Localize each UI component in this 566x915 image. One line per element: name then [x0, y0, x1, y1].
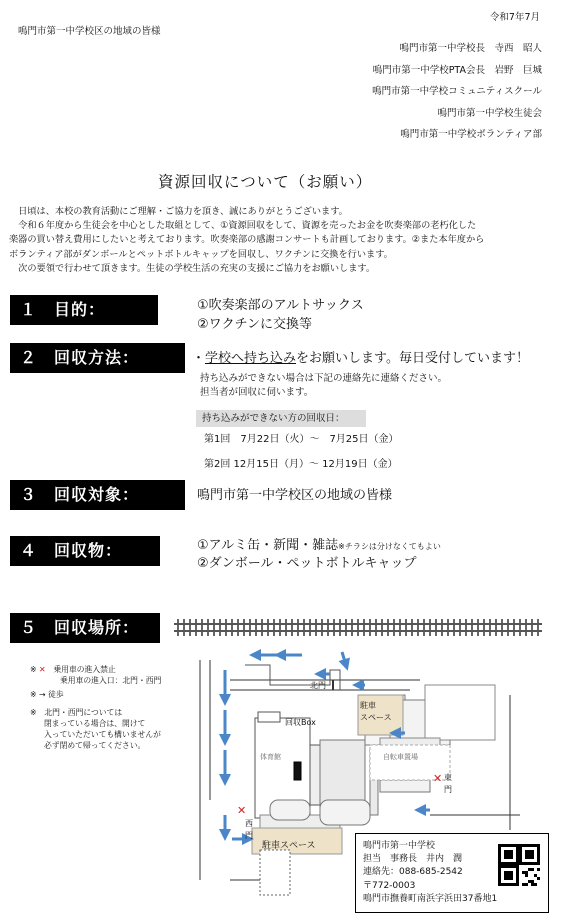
contact-postal: 〒772-0003	[363, 880, 416, 891]
method-rest: をお願いします。毎日受付しています！	[296, 351, 529, 366]
sender-student-council: 鳴門市第一中学校生徒会	[437, 107, 542, 119]
method-sub-2: 担当者が回収に伺います。	[200, 387, 314, 398]
legend-gate-note: 閉まっている場合は、開けて	[44, 719, 146, 728]
intro-line: 令和６年度から生徒会を中心とした取組として、①資源回収をして、資源を売ったお金を吹奏楽部の老朽化した	[9, 220, 477, 232]
section-5-label: ５ 回収場所：	[10, 613, 160, 643]
collection-items-1	[197, 537, 441, 555]
method-prefix: ・	[192, 351, 206, 366]
date: 令和7年7月	[489, 12, 540, 23]
legend-car-entrance: 乗用車の進入口：北門・西門	[60, 676, 162, 685]
qr-code-icon[interactable]	[498, 844, 540, 886]
legend-gate-note: 必ず閉めて帰ってください。	[44, 741, 146, 750]
east-gate-label-1: 東	[444, 773, 452, 782]
pickup-dates-header: 持ち込みができない方の回収日：	[196, 410, 366, 427]
intro-paragraph	[9, 205, 484, 276]
pickup-date-1: 第1回 7月22日（火）～ 7月25日（金）	[204, 434, 399, 445]
intro-line: 日頃は、本校の教育活動にご理解・ご協力を頂き、誠にありがとうございます。	[9, 206, 348, 217]
no-entry-icon: ✕	[237, 804, 247, 817]
collection-box-marker	[294, 762, 301, 780]
item-line-1: ①アルミ缶・新聞・雑誌	[197, 538, 339, 553]
contact-address: 鳴門市撫養町南浜字浜田37番地1	[363, 893, 498, 904]
contact-phone: 連絡先：088-685-2542	[363, 867, 463, 878]
sender-community-school: 鳴門市第一中学校コミュニティスクール	[372, 86, 542, 97]
sender-volunteer-club: 鳴門市第一中学校ボランティア部	[400, 129, 542, 140]
sender-list	[222, 38, 542, 146]
legend-no-entry: 乗用車の進入禁止	[53, 665, 116, 674]
collection-box-label: 回収Box	[285, 718, 316, 727]
page-title: 資源回収について（お願い）	[158, 173, 373, 191]
intro-line: ボランティア部がダンボールとペットボトルキャップを回収し、ワクチンに交換を行います。	[9, 248, 393, 260]
no-entry-icon: ✕	[433, 772, 443, 785]
parking-top-label-1: 駐車	[360, 701, 376, 710]
purpose-2: ②ワクチンに交換等	[197, 317, 313, 332]
sender-pta: 鳴門市第一中学校PTA会長 岩野 巨城	[372, 64, 542, 76]
west-gate-label-1: 西	[245, 819, 253, 828]
addressee: 鳴門市第一中学校区の地域の皆様	[18, 26, 161, 37]
parking-top-label-2: スペース	[360, 713, 392, 722]
legend-mark: ※	[30, 708, 37, 717]
method-underlined: 学校へ持ち込み	[205, 351, 297, 366]
collection-items-2: ②ダンボール・ペットボトルキャップ	[197, 556, 417, 571]
legend-gate-note: 入っていただいても構いませんが	[44, 730, 161, 739]
north-gate-label: 北門	[310, 681, 326, 690]
map-legend	[30, 664, 161, 751]
section-2-label: ２ 回収方法：	[10, 343, 185, 373]
bicycle-parking-label: 自転車置場	[383, 753, 418, 761]
method-main	[192, 350, 529, 367]
pickup-date-2: 第2回 12月15日（月）～ 12月19日（金）	[204, 459, 398, 470]
legend-gate-note: 北門・西門については	[44, 708, 123, 717]
intro-line: 楽器の買い替え費用にしたいと考えております。吹奏楽部の感謝コンサートも計画しております。②また本年度から	[9, 234, 485, 246]
collection-target: 鳴門市第一中学校区の地域の皆様	[197, 488, 393, 503]
east-gate-label-2: 門	[444, 785, 452, 794]
legend-mark: ※	[30, 690, 37, 699]
item-note: ※チラシは分けなくてもよい	[338, 542, 441, 551]
west-gate-label-2: 門	[245, 831, 253, 840]
parking-bottom-label: 駐車スペース	[262, 841, 316, 851]
no-entry-icon: ✕	[39, 665, 46, 674]
sender-principal: 鳴門市第一中学校長 寺西 昭人	[399, 43, 542, 54]
legend-walk: 徒歩	[48, 690, 64, 699]
gym-label: 体育館	[260, 753, 281, 761]
contact-person: 担当 事務長 井内 潤	[363, 854, 463, 865]
walk-arrow-icon: →	[39, 690, 46, 699]
railway-track	[172, 615, 544, 639]
contact-school: 鳴門市第一中学校	[363, 841, 436, 851]
purpose-1: ①吹奏楽部のアルトサックス	[197, 298, 364, 313]
legend-mark: ※	[30, 665, 37, 674]
contact-box	[355, 833, 549, 913]
section-4-label: ４ 回収物：	[10, 536, 160, 566]
intro-line: 次の要領で行わせて頂きます。生徒の学校生活の充実の支援にご協力をお願いします。	[9, 262, 376, 274]
section-3-label: ３ 回収対象：	[10, 480, 185, 510]
method-sub-1: 持ち込みができない場合は下記の連絡先に連絡ください。	[200, 373, 448, 384]
section-1-label: １ 目的：	[10, 295, 158, 325]
